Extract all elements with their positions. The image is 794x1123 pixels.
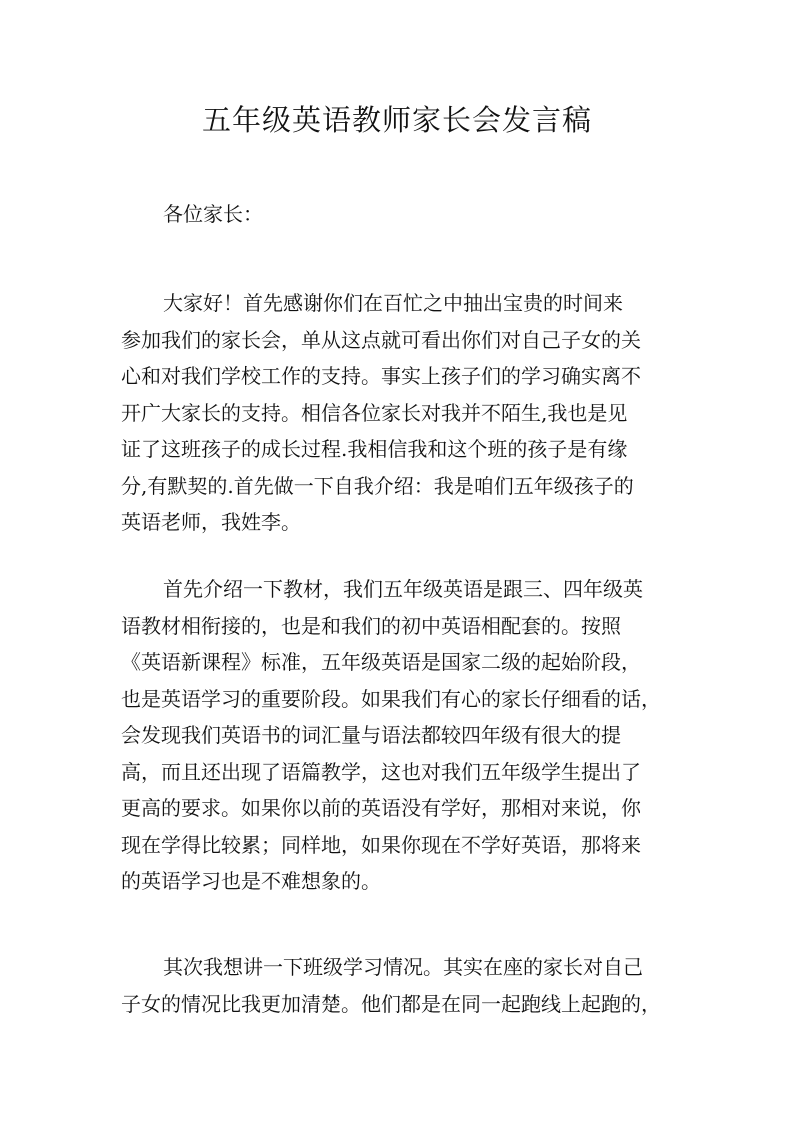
paragraph-line: 证了这班孩子的成长过程.我相信我和这个班的孩子是有缘 [121,437,628,461]
paragraph-line: 会发现我们英语书的词汇量与语法都较四年级有很大的提 [121,723,621,747]
paragraph-line: 现在学得比较累；同样地，如果你现在不学好英语，那将来 [121,832,641,857]
paragraph-line: 开广大家长的支持。相信各位家长对我并不陌生,我也是见 [121,400,628,425]
paragraph-line: 语教材相衔接的，也是和我们的初中英语相配套的。按照 [121,613,621,638]
paragraph-textbook [121,571,681,900]
salutation: 各位家长： [163,202,263,226]
document-title: 五年级英语教师家长会发言稿 [201,103,592,137]
paragraph-line: 分,有默契的.首先做一下自我介绍：我是咱们五年级孩子的 [121,473,634,498]
paragraph-line: 子女的情况比我更加清楚。他们都是在同一起跑线上起跑的， [121,991,661,1016]
paragraph-class-situation [121,949,681,1022]
paragraph-line: 首先介绍一下教材，我们五年级英语是跟三、四年级英 [163,577,643,601]
paragraph-line: 大家好！首先感谢你们在百忙之中抽出宝贵的时间来 [163,291,623,315]
paragraph-line: 心和对我们学校工作的支持。事实上孩子们的学习确实离不 [121,364,641,388]
paragraph-line: 的英语学习也是不难想象的。 [121,869,381,893]
paragraph-line: 也是英语学习的重要阶段。如果我们有心的家长仔细看的话， [121,686,661,711]
paragraph-line: 更高的要求。如果你以前的英语没有学好，那相对来说，你 [121,796,641,820]
paragraph-line: 《英语新课程》标准，五年级英语是国家二级的起始阶段， [121,650,641,674]
paragraph-line: 高，而且还出现了语篇教学，这也对我们五年级学生提出了 [121,759,641,784]
paragraph-line: 其次我想讲一下班级学习情况。其实在座的家长对自己 [163,955,643,979]
paragraph-line: 英语老师，我姓李。 [121,510,301,534]
paragraph-line: 参加我们的家长会，单从这点就可看出你们对自己子女的关 [121,327,641,352]
paragraph-greeting [121,285,681,541]
